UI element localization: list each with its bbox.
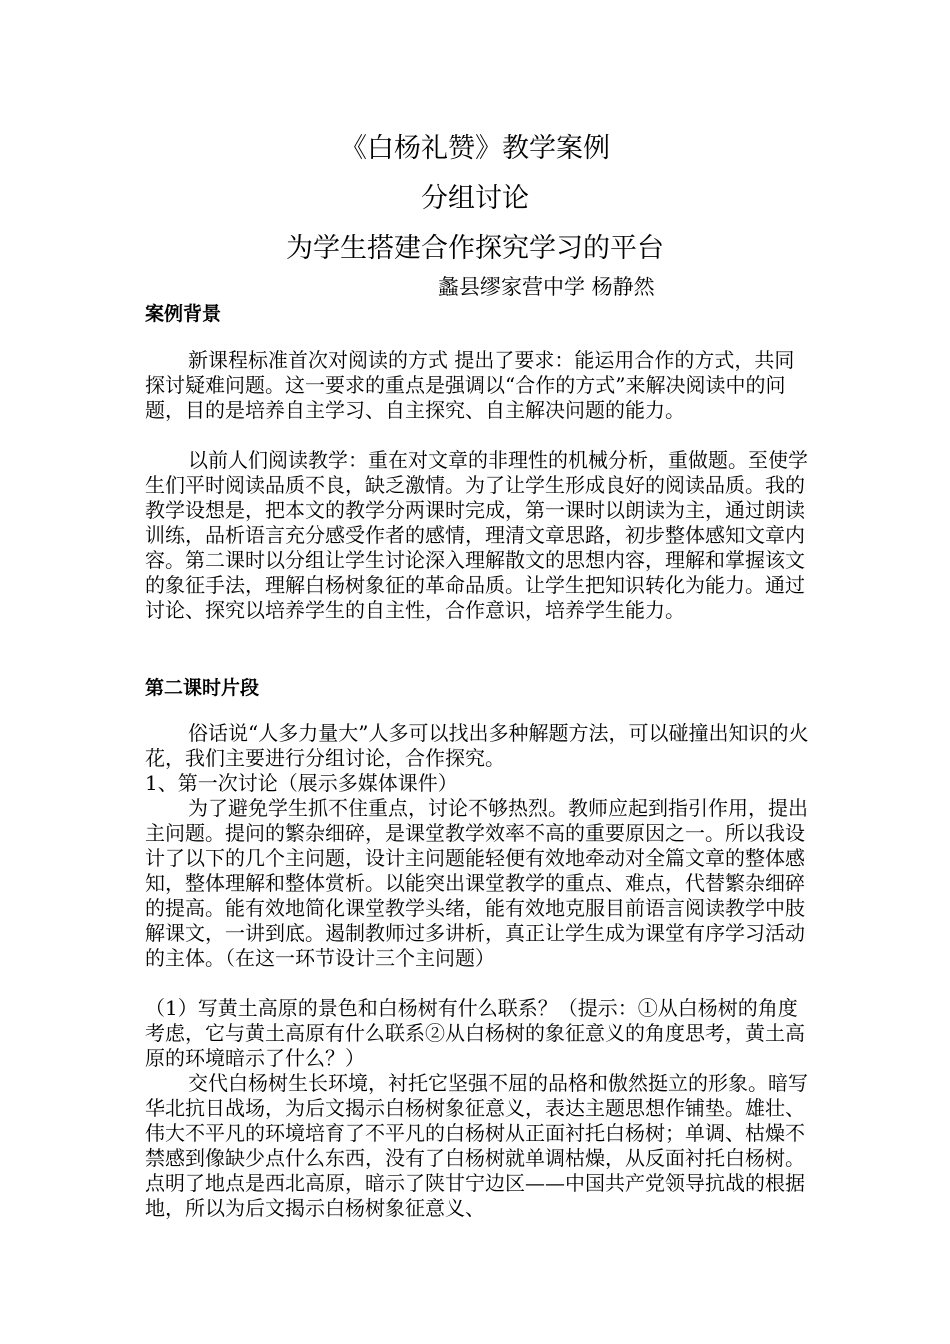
question-item: （1）写黄土高原的景色和白杨树有什么联系？（提示：①从白杨树的角度考虑，它与黄土高原有什么联系②从白杨树的象征意义的角度思考，黄土高原的环境暗示了什么？）: [145, 996, 805, 1070]
document-title: 《白杨礼赞》教学案例: [340, 133, 610, 164]
section-heading-background: 案例背景: [145, 303, 222, 325]
document-subtitle-2: 为学生搭建合作探究学习的平台: [286, 233, 664, 264]
paragraph: 为了避免学生抓不住重点，讨论不够热烈。教师应起到指引作用，提出主问题。提问的繁杂细碎，是课堂教学效率不高的重要原因之一。所以我设计了以下的几个主问题，设计主问题能轻便有效地牵动对全篇文章的整体感知，整体理解和整体赏析。以能突出课堂教学的重点、难点，代替繁杂细碎的提高。能有效地简化课堂教学头绪，能有效地克服目前语言阅读教学中肢解课文，一讲到底。遏制教师过多讲析，真正让学生成为课堂有序学习活动的主体。（在这一环节设计三个主问题）: [145, 796, 808, 970]
list-item: 1、第一次讨论（展示多媒体课件）: [145, 771, 458, 795]
paragraph: 以前人们阅读教学：重在对文章的非理性的机械分析，重做题。至使学生们平时阅读品质不良，缺乏激情。为了让学生形成良好的阅读品质。我的教学设想是，把本文的教学分两课时完成，第一课时以朗读为主，通过朗读训练，品析语言充分感受作者的感情，理清文章思路，初步整体感知文章内容。第二课时以分组让学生讨论深入理解散文的思想内容，理解和掌握该文的象征手法，理解白杨树象征的革命品质。让学生把知识转化为能力。通过讨论、探究以培养学生的自主性，合作意识，培养学生能力。: [145, 448, 808, 622]
author-line: 蠡县缪家营中学 杨静然: [438, 275, 655, 299]
section-heading-lesson2: 第二课时片段: [145, 677, 260, 699]
paragraph: 交代白杨树生长环境，衬托它坚强不屈的品格和傲然挺立的形象。暗写华北抗日战场，为后文揭示白杨树象征意义，表达主题思想作铺垫。雄壮、伟大不平凡的环境培育了不平凡的白杨树从正面衬托白杨树；单调、枯燥不禁感到像缺少点什么东西，没有了白杨树就单调枯燥，从反面衬托白杨树。点明了地点是西北高原，暗示了陕甘宁边区——中国共产党领导抗战的根据地，所以为后文揭示白杨树象征意义、: [145, 1071, 808, 1220]
document-subtitle: 分组讨论: [421, 183, 529, 214]
paragraph: 新课程标准首次对阅读的方式 提出了要求：能运用合作的方式，共同探讨疑难问题。这一要求的重点是强调以“合作的方式”来解决阅读中的问题，目的是培养自主学习、自主探究、自主解决问题的能力。: [145, 348, 795, 422]
paragraph: 俗话说“人多力量大”人多可以找出多种解题方法，可以碰撞出知识的火花，我们主要进行分组讨论，合作探究。: [145, 721, 809, 770]
